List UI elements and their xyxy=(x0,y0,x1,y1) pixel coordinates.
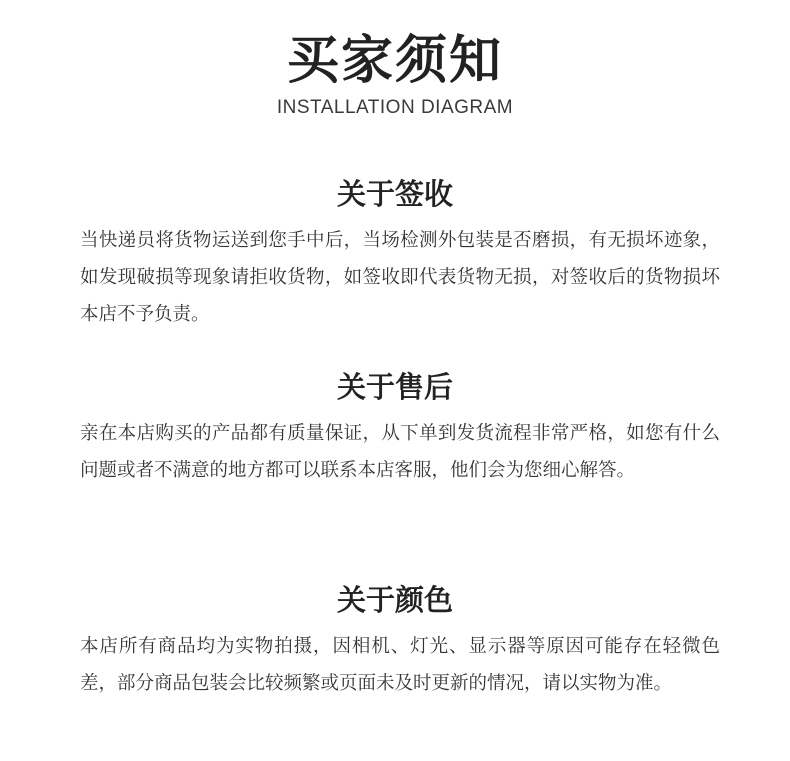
page-subtitle: INSTALLATION DIAGRAM xyxy=(276,97,514,118)
page-title: 买家须知 xyxy=(286,31,503,91)
section-color xyxy=(0,582,790,702)
section-heading-signing: 关于签收 xyxy=(336,177,453,211)
section-signing xyxy=(0,176,790,333)
section-after-sales xyxy=(0,369,790,489)
section-body-color: 本店所有商品均为实物拍摄，因相机、灯光、显示器等原因可能存在轻微色差，部分商品包装会比较频繁或页面未及时更新的情况，请以实物为准。 xyxy=(80,636,720,694)
section-heading-after-sales: 关于售后 xyxy=(336,370,453,404)
section-body-after-sales: 亲在本店购买的产品都有质量保证，从下单到发货流程非常严格，如您有什么问题或者不满意的地方都可以联系本店客服，他们会为您细心解答。 xyxy=(80,423,720,481)
section-body-signing: 当快递员将货物运送到您手中后，当场检测外包装是否磨损，有无损坏迹象，如发现破损等现象请拒收货物，如签收即代表货物无损，对签收后的货物损坏本店不予负责。 xyxy=(80,230,720,325)
section-heading-color: 关于颜色 xyxy=(336,583,453,617)
